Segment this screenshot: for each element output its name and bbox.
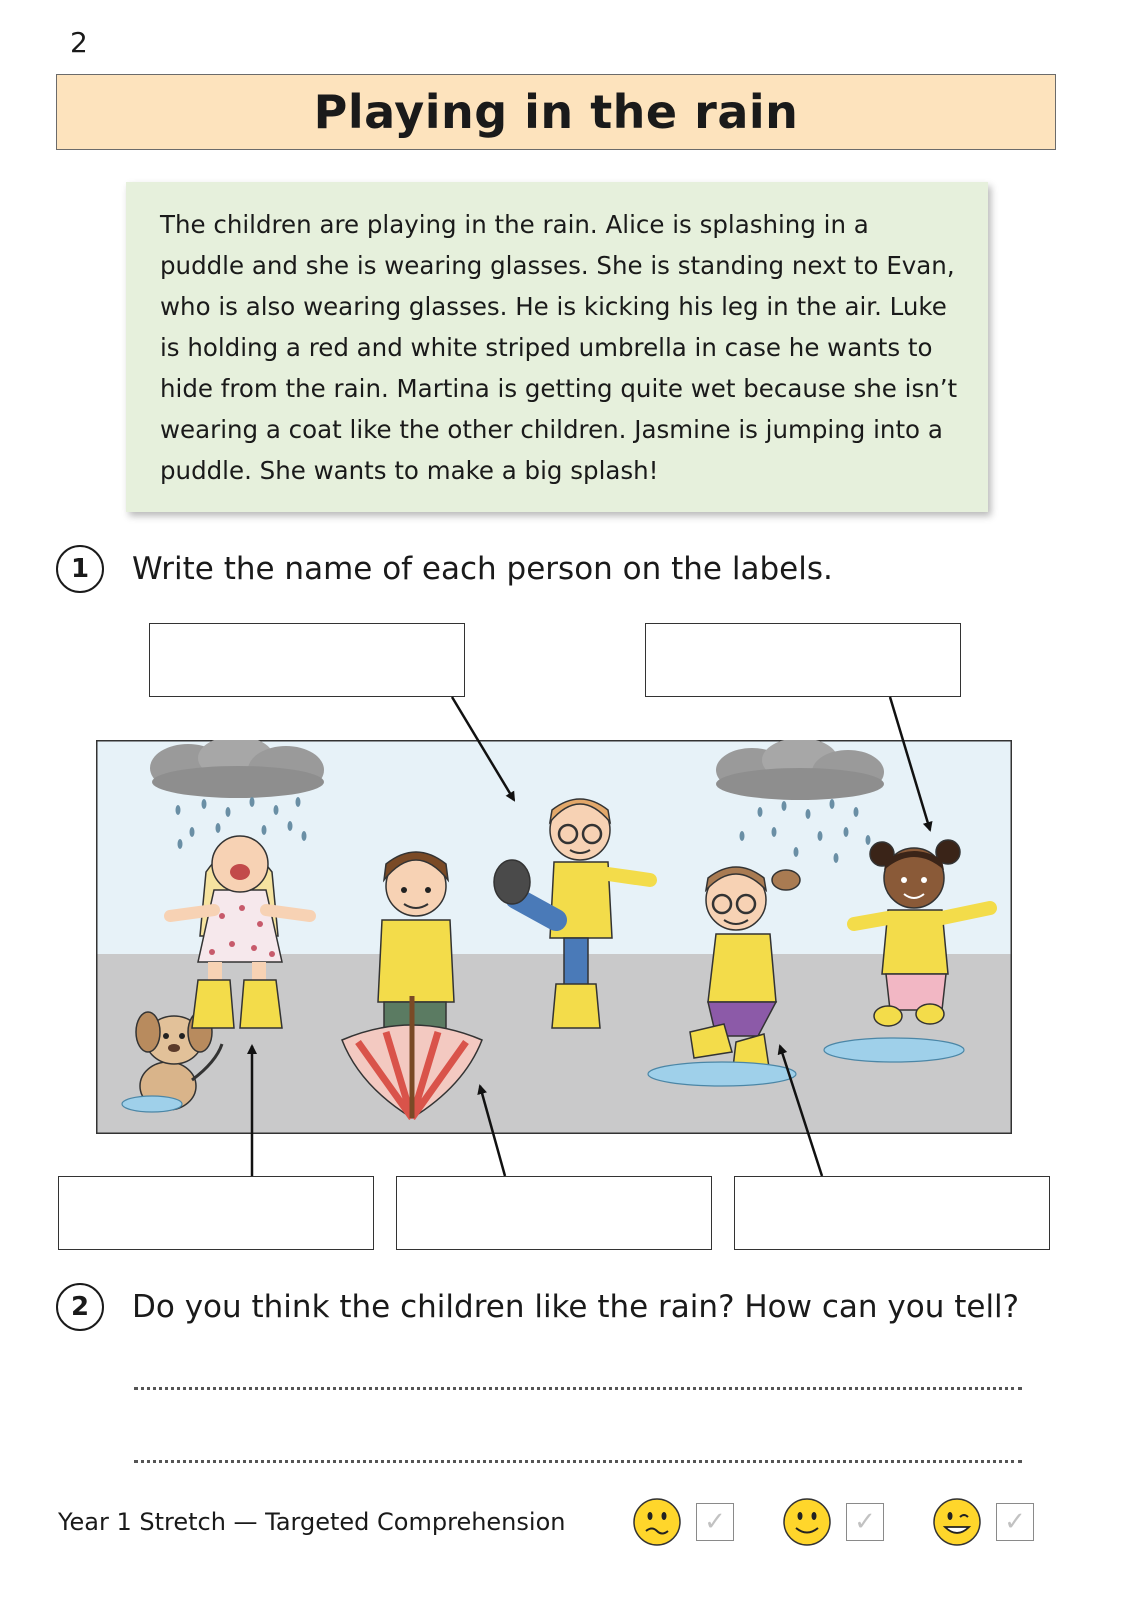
answer-label-evan[interactable] [149, 623, 465, 697]
rating-happy [782, 1497, 884, 1547]
answer-label-jasmine[interactable] [645, 623, 961, 697]
question-2 [56, 1283, 1019, 1331]
answer-writing-line[interactable] [134, 1460, 1022, 1463]
title-banner [56, 74, 1056, 150]
reading-passage [126, 182, 988, 512]
answer-writing-line[interactable] [134, 1387, 1022, 1390]
rating-unsure [632, 1497, 734, 1547]
unsure-face-icon [632, 1497, 682, 1547]
rating-checkbox-2[interactable]: ✓ [846, 1503, 884, 1541]
rating-confident [932, 1497, 1034, 1547]
question-1 [56, 545, 833, 593]
winking-face-icon [932, 1497, 982, 1547]
rating-checkbox-1[interactable]: ✓ [696, 1503, 734, 1541]
smiling-face-icon [782, 1497, 832, 1547]
page-number: 2 [70, 26, 88, 59]
answer-label-luke[interactable] [396, 1176, 712, 1250]
footer-text: Year 1 Stretch — Targeted Comprehension [58, 1508, 566, 1536]
question-1-number: 1 [56, 545, 104, 593]
passage-text: The children are playing in the rain. Alice is splashing in a puddle and she is wearing glasses. She is standing next to Evan, who is also wearing glasses. He is kicking his leg in the air. Luke is holding a red and white striped umbrella in case he wants to hide from the rain. Martina is getting quite wet because she isn’t wearing a coat like the other children. Jasmine is jumping into a puddle. She wants to make a big splash! [160, 210, 958, 485]
rain-scene-illustration [96, 740, 1012, 1134]
question-2-text: Do you think the children like the rain? How can you tell? [132, 1289, 1020, 1325]
question-1-text: Write the name of each person on the labels. [132, 551, 833, 587]
page-title: Playing in the rain [313, 85, 799, 139]
answer-label-martina[interactable] [734, 1176, 1050, 1250]
question-2-number: 2 [56, 1283, 104, 1331]
answer-label-alice[interactable] [58, 1176, 374, 1250]
rating-checkbox-3[interactable]: ✓ [996, 1503, 1034, 1541]
